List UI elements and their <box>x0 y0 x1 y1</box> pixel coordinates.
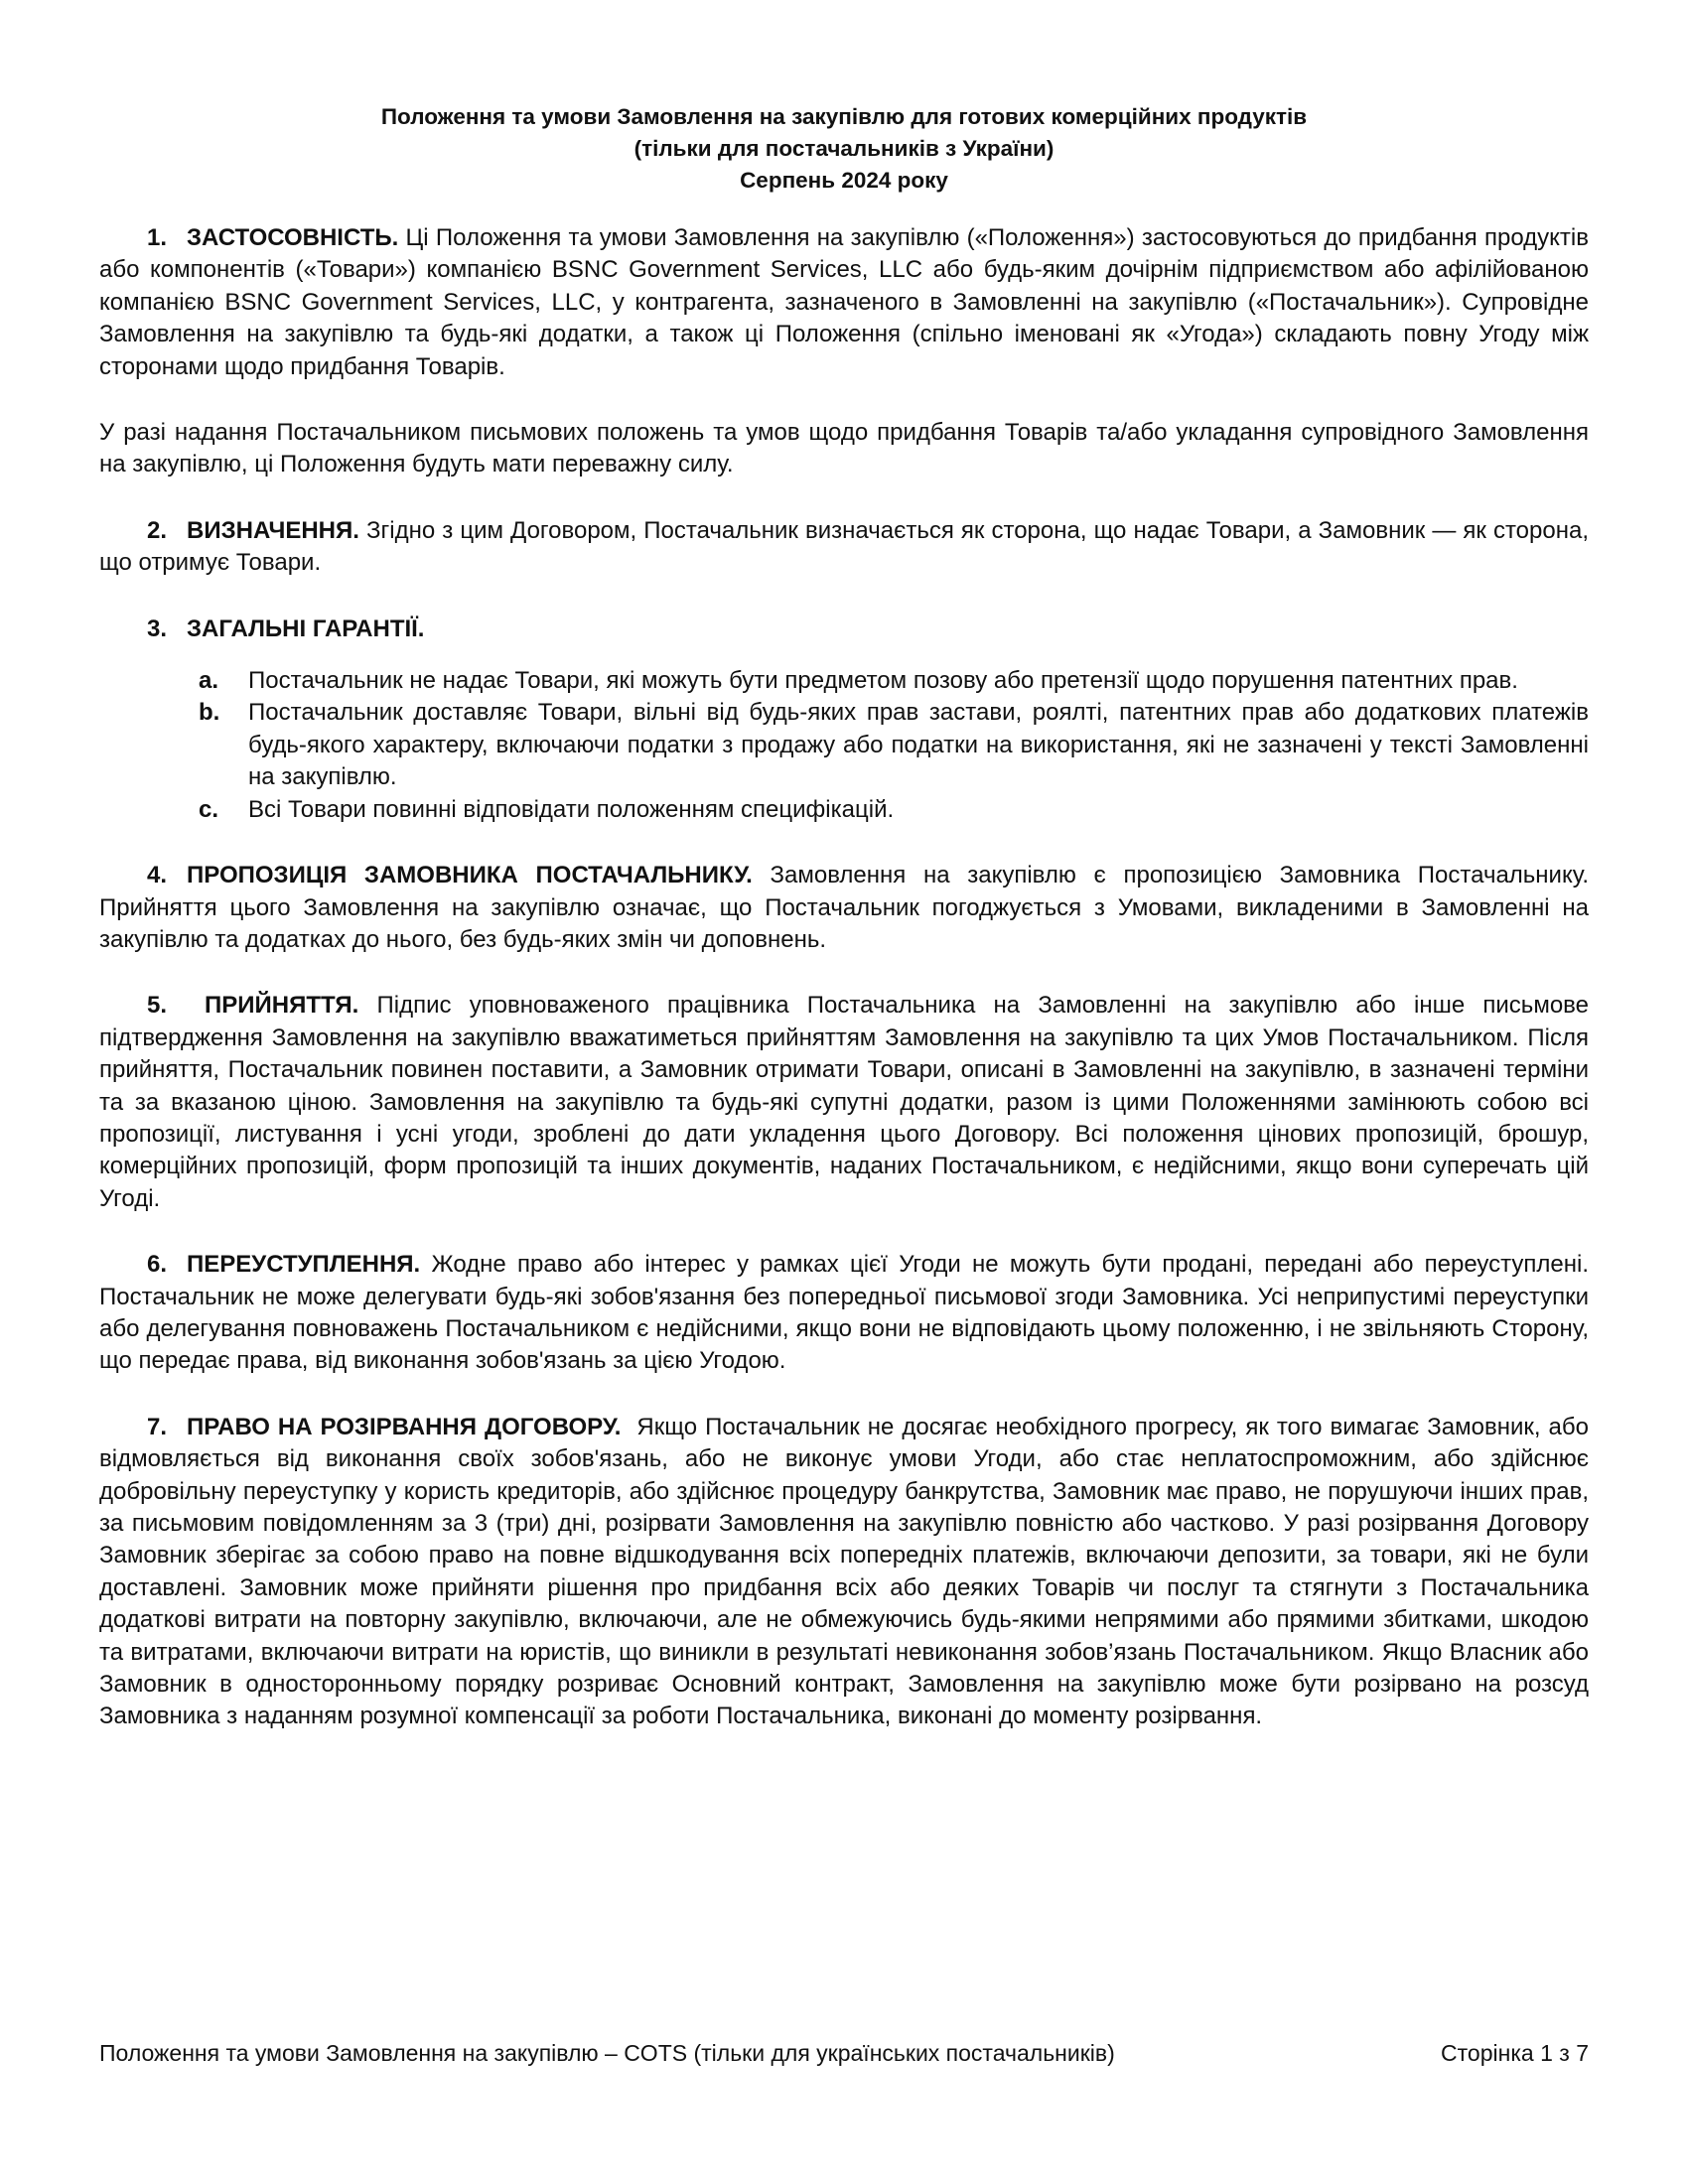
section-number: 7. <box>147 1413 168 1440</box>
section-number: 2. <box>147 516 168 544</box>
section-heading: ПЕРЕУСТУПЛЕННЯ. <box>187 1251 421 1279</box>
section-text: Ці Положення та умови Замовлення на закупівлю («Положення») застосовуються до придбання продуктів або компонентів («Товари») компанією BSNC Government Services, LLC або будь-яким дочірнім підприємством або афілійованою компанією BSNC Government Services, LLC, у контрагента, зазначеного в Замовленні на закупівлю («Постачальник»). Супровідне Замовлення на закупівлю та будь-які додатки, а також ці Положення (спільно іменовані як «Угода») складають повну Угоду між сторонами щодо придбання Товарів. <box>99 224 1589 380</box>
section-text: Замовлення на закупівлю є пропозицією Замовника Постачальнику. Прийняття цього Замовлення на закупівлю означає, що Постачальник погоджується з Умовами, викладеними в Замовленні на закупівлю та додатках до нього, без будь-яких змін чи доповнень. <box>99 862 1589 953</box>
section-number: 1. <box>147 224 168 251</box>
section-number: 5. <box>147 992 168 1020</box>
section-1 <box>99 222 1589 383</box>
list-letter: c. <box>199 795 219 823</box>
section-1-paragraph-2 <box>99 417 1589 481</box>
list-item-text: Постачальник не надає Товари, які можуть бути предметом позову або претензії щодо порушення патентних прав. <box>248 667 1518 695</box>
section-7 <box>99 1412 1589 1733</box>
document-body <box>99 222 1589 1767</box>
section-number: 4. <box>147 862 168 889</box>
section-number: 6. <box>147 1251 168 1279</box>
section-text: Згідно з цим Договором, Постачальник визначається як сторона, що надає Товари, а Замовник — як сторона, що отримує Товари. <box>99 516 1589 577</box>
list-item <box>99 697 1589 793</box>
list-item <box>99 665 1589 697</box>
footer-document-title: Положення та умови Замовлення на закупівлю – COTS (тільки для українських постачальників) <box>99 2040 1115 2066</box>
section-heading: ЗАСТОСОВНІСТЬ. <box>187 224 399 251</box>
section-heading: ВИЗНАЧЕННЯ. <box>187 516 359 544</box>
warranty-list <box>99 665 1589 826</box>
section-2 <box>99 515 1589 580</box>
section-heading: ПРОПОЗИЦІЯ ЗАМОВНИКА ПОСТАЧАЛЬНИКУ. <box>187 862 753 889</box>
title-line-1: Положення та умови Замовлення на закупівлю для готових комерційних продуктів <box>380 104 1308 129</box>
section-text: Підпис уповноваженого працівника Постачальника на Замовленні на закупівлю або інше письмове підтвердження Замовлення на закупівлю вважатиметься прийняттям Замовлення на закупівлю та цих Умов Постачальником. Після прийняття, Постачальник повинен поставити, а Замовник отримати Товари, описані в Замовленні на закупівлю, в зазначені терміни та за вказаною ціною. Замовлення на закупівлю та будь-які супутні додатки, разом із цими Положеннями замінюють собою всі пропозиції, листування і усні угоди, зроблені до дати укладення цього Договору. Всі положення цінових пропозицій, брошур, комерційних пропозицій, форм пропозицій та інших документів, наданих Постачальником, є недійсними, якщо вони суперечать цій Угоді. <box>99 992 1589 1212</box>
document-title <box>99 101 1589 197</box>
list-letter: b. <box>199 699 220 727</box>
section-5 <box>99 990 1589 1215</box>
section-text: Жодне право або інтерес у рамках цієї Угоди не можуть бути продані, передані або переуступлені. Постачальник не може делегувати будь-які зобов'язання без попередньої письмової згоди Замовника. Усі неприпустимі переуступки або делегування повноважень Постачальником є недійсними, якщо вони не відповідають цьому положенню, і не звільняють Сторону, що передає права, від виконання зобов'язань за цією Угодою. <box>99 1251 1590 1375</box>
section-text: У разі надання Постачальником письмових положень та умов щодо придбання Товарів та/або укладання супровідного Замовлення на закупівлю, ці Положення будуть мати переважну силу. <box>99 419 1589 478</box>
section-heading: ЗАГАЛЬНІ ГАРАНТІЇ. <box>187 614 425 642</box>
section-text: Якщо Постачальник не досягає необхідного прогресу, як того вимагає Замовник, або відмовляється від виконання своїх зобов'язань, або не виконує умови Угоди, або стає неплатоспроможним, або здійснює добровільну переуступку у користь кредиторів, або здійснює процедуру банкрутства, Замовник має право, не порушуючи інших прав, за письмовим повідомленням за 3 (три) дні, розірвати Замовлення на закупівлю повністю або частково. У разі розірвання Договору Замовник зберігає за собою право на повне відшкодування всіх попередніх платежів, включаючи депозити, за товари, які не були доставлені. Замовник може прийняти рішення про придбання всіх або деяких Товарів чи послуг та стягнути з Постачальника додаткові витрати на повторну закупівлю, включаючи, але не обмежуючись будь-якими непрямими або прямими збитками, шкодою та витратами, включаючи витрати на юристів, що виникли в результаті невиконання зобов’язань Постачальником. Якщо Власник або Замовник в односторонньому порядку розриває Основний контракт, Замовлення на закупівлю може бути розірвано на розсуд Замовника з наданням розумної компенсації за роботи Постачальника, виконані до моменту розірвання. <box>99 1413 1589 1730</box>
page-footer <box>99 2040 1589 2067</box>
list-item-text: Всі Товари повинні відповідати положенням специфікацій. <box>248 795 895 823</box>
section-number: 3. <box>147 614 168 642</box>
list-item <box>99 794 1589 826</box>
section-6 <box>99 1249 1589 1378</box>
section-heading: ПРАВО НА РОЗІРВАННЯ ДОГОВОРУ. <box>187 1413 622 1440</box>
list-item-text: Постачальник доставляє Товари, вільні від будь-яких прав застави, роялті, патентних прав або додаткових платежів будь-якого характеру, включаючи податки з продажу або податки на використання, які не зазначені у тексті Замовленні на закупівлю. <box>248 699 1589 791</box>
page-number: Сторінка 1 з 7 <box>1441 2040 1589 2066</box>
title-line-2: (тільки для постачальників з України) <box>633 136 1055 161</box>
section-heading: ПРИЙНЯТТЯ. <box>205 992 359 1020</box>
list-letter: a. <box>199 667 219 695</box>
section-4 <box>99 860 1589 956</box>
title-line-3: Серпень 2024 року <box>740 168 948 193</box>
section-3 <box>99 614 1589 645</box>
